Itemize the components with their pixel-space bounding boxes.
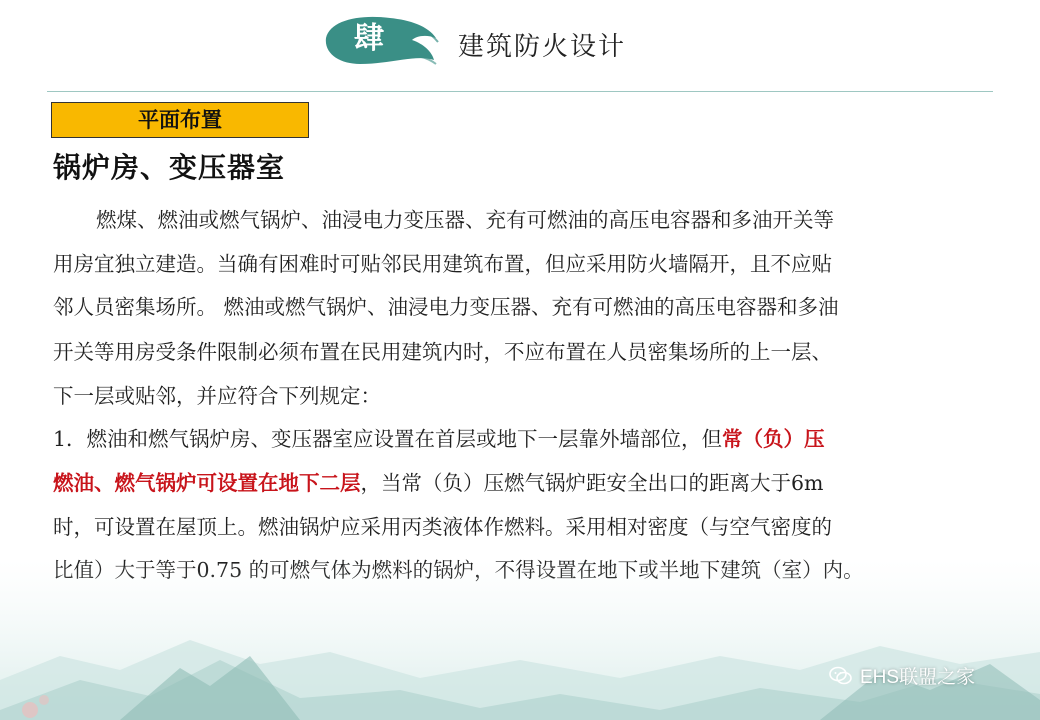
rule-1-line-3: 时，可设置在屋顶上。燃油锅炉应采用丙类液体作燃料。采用相对密度（与空气密度的 [53,515,832,539]
section-label: 平面布置 [51,102,309,138]
mountain-scenery-icon [0,560,1040,720]
rule-1-text-2: ，当常（负）压燃气锅炉距安全出口的距离大于6m [360,471,824,495]
watermark [828,662,975,689]
rule-1-emphasis: 常（负）压 [722,427,825,451]
rule-1-emphasis-2: 燃油、燃气锅炉可设置在地下二层 [53,471,361,495]
header-divider [47,91,993,92]
rule-1-line-1 [53,422,825,452]
paragraph-line-5: 下一层或贴邻，并应符合下列规定： [53,384,381,408]
rule-1-text: 1．燃油和燃气锅炉房、变压器室应设置在首层或地下一层靠外墙部位，但 [53,427,723,451]
wechat-icon [828,663,854,689]
rule-1-line-2 [53,466,823,496]
chapter-badge-char: 肆 [354,21,384,56]
paragraph-line-1: 燃煤、燃油或燃气锅炉、油浸电力变压器、充有可燃油的高压电容器和多油开关等 [96,208,834,232]
sub-heading: 锅炉房、变压器室 [53,151,286,184]
paragraph-line-2: 用房宜独立建造。当确有困难时可贴邻民用建筑布置，但应采用防火墙隔开，且不应贴 [53,252,832,276]
paragraph-line-4: 开关等用房受条件限制必须布置在民用建筑内时，不应布置在人员密集场所的上一层、 [53,340,832,364]
page-title: 建筑防火设计 [458,32,627,62]
watermark-text: EHS联盟之家 [860,667,976,688]
paragraph-line-3: 邻人员密集场所。 燃油或燃气锅炉、油浸电力变压器、充有可燃油的高压电容器和多油 [53,295,839,319]
